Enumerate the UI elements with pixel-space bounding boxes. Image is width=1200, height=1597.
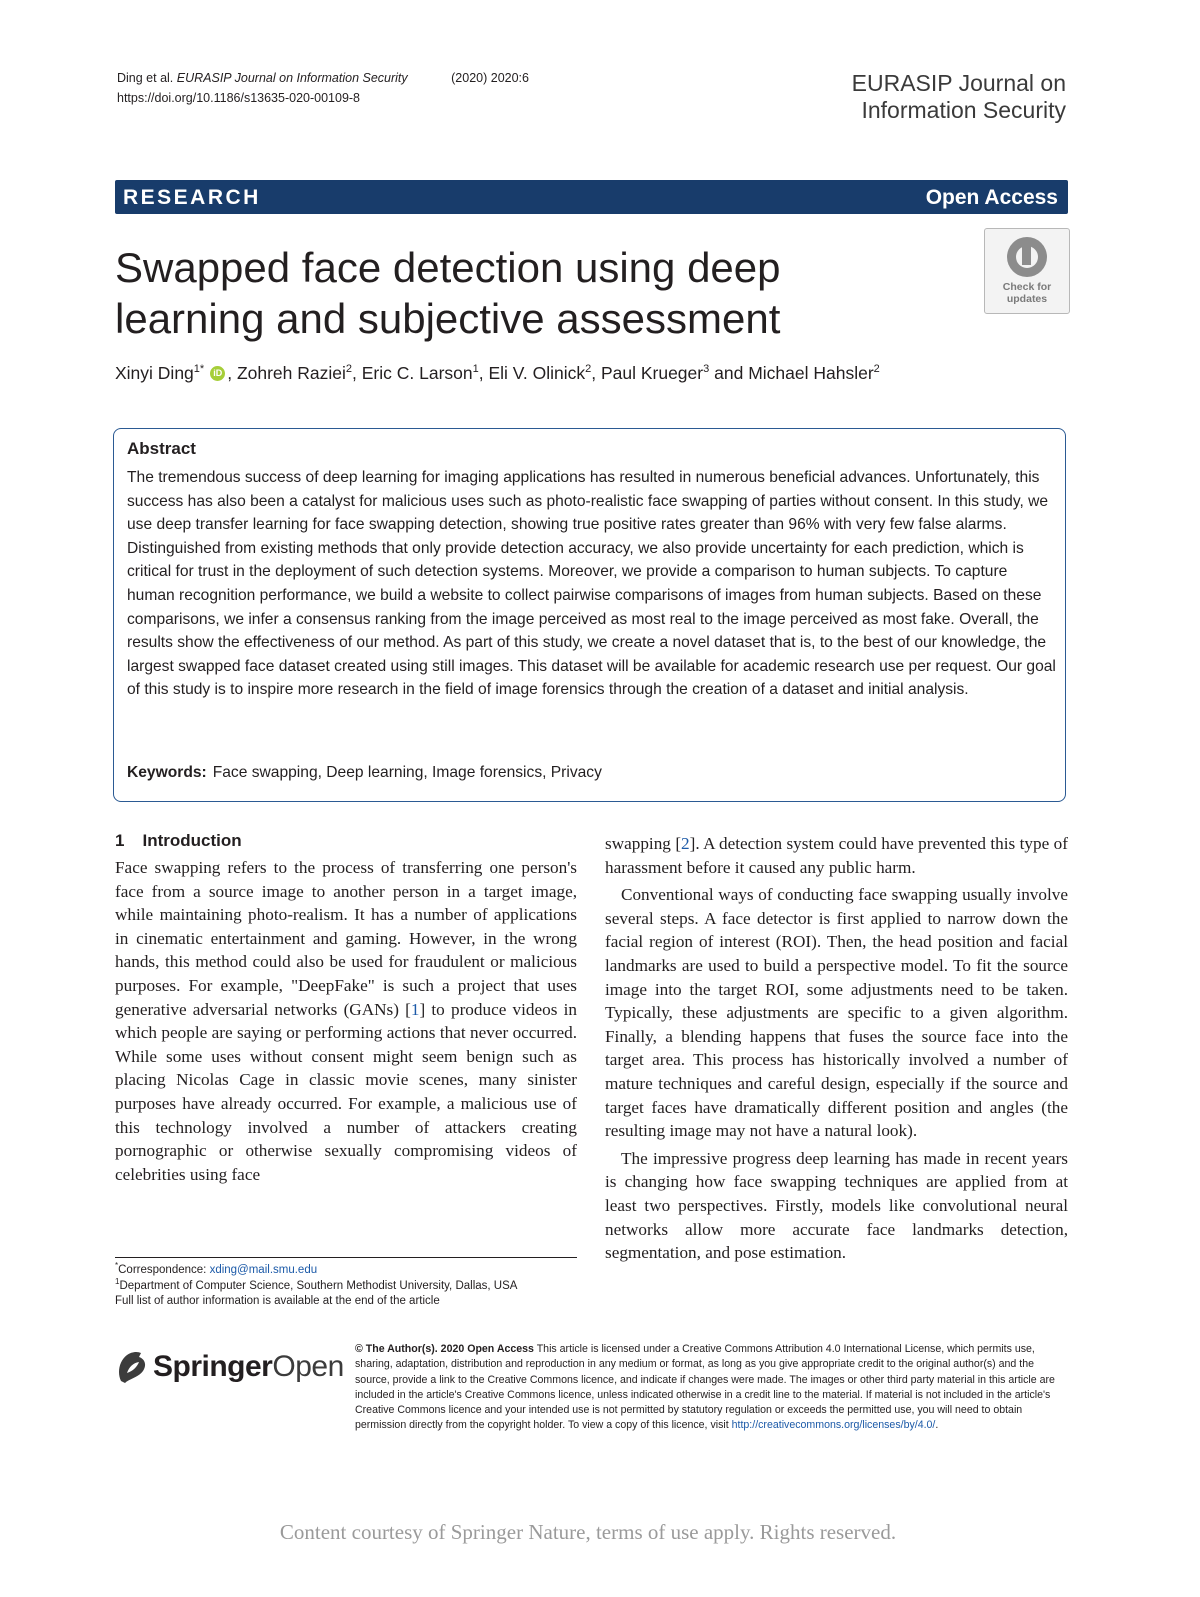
keywords-list: Face swapping, Deep learning, Image forensics, Privacy (212, 764, 602, 781)
citation-link[interactable]: 1 (410, 999, 420, 1019)
paragraph: swapping [2]. A detection system could have prevented this type of harassment before it caused any public harm. (605, 834, 1068, 877)
courtesy-notice: Content courtesy of Springer Nature, terms of use apply. Rights reserved. (279, 1520, 897, 1544)
section-heading (115, 831, 242, 851)
article-type-banner (115, 180, 1068, 214)
section-title: Introduction (142, 831, 242, 850)
correspondence: *Correspondence: xding@mail.smu.edu (115, 1261, 318, 1276)
check-for-updates-badge[interactable] (984, 228, 1070, 314)
header-journal: EURASIP Journal on Information Security (176, 71, 408, 85)
horse-logo-icon (115, 1347, 149, 1387)
header-volume: (2020) 2020:6 (451, 71, 529, 85)
author: Michael Hahsler$^2$ (748, 363, 880, 383)
author: Paul Krueger$^3$ (600, 363, 710, 383)
intro-column-right (605, 832, 1068, 1265)
paragraph: Conventional ways of conducting face swapping usually involve several steps. A face detector is first applied to narrow down the facial region of interest (ROI). Then, the head position and facial landmarks are used to build a perspective model. To fit the source image into the target ROI, some adjustments need to be taken. Typically, these adjustments are specific to a given algorithm. Finally, a blending happens that fuses the source face into the target area. This process has historically involved a number of mature techniques and careful design, especially if the source and target faces have dramatically different position and angles (the resulting image may not have a natural look). (605, 885, 1068, 1141)
journal-name-line2: Information Security (861, 97, 1066, 123)
paragraph: The impressive progress deep learning has made in recent years is changing how face swapping techniques are applied from at least two perspectives. Firstly, models like convolutional neural networks allow more accurate face landmarks detection, segmentation, and pose estimation. (605, 1148, 1068, 1263)
email-link[interactable]: xding@mail.smu.edu (209, 1264, 318, 1276)
author: Eli V. Olinick$^2$ (488, 363, 592, 383)
orcid-icon[interactable]: iD (210, 366, 225, 381)
author-info-note: Full list of author information is available at the end of the article (115, 1295, 440, 1307)
springer-open-logo (115, 1344, 344, 1394)
publisher-wordmark: SpringerOpen (153, 1350, 344, 1383)
journal-name (852, 70, 1066, 124)
abstract-text: The tremendous success of deep learning for imaging applications has resulted in numerous beneficial advances. Unfortunately, this success has also been a catalyst for malicious uses such as photo-realistic face swapping of parties without consent. In this study, we use deep transfer learning for face swapping detection, showing true positive rates greater than 96% with very few false alarms. Distinguished from existing methods that only provide detection accuracy, we also provide uncertainty for each prediction, which is critical for trust in the deployment of such detection systems. Moreover, we provide a comparison to human subjects. To capture human recognition performance, we build a website to collect pairwise comparisons of images from human subjects. Based on these comparisons, we infer a consensus ranking from the image perceived as most real to the image perceived as most fake. Overall, the results show the effectiveness of our method. As part of this study, we create a novel dataset that is, to the best of our knowledge, the largest swapped face dataset created using still images. This dataset will be available for academic research use per request. Our goal of this study is to inspire more research in the field of image forensics through the creation of a dataset and initial analysis. (127, 469, 1056, 699)
keywords (127, 762, 602, 784)
header-authors: Ding et al. (117, 71, 174, 85)
footnote-divider (115, 1257, 577, 1258)
citation-line (117, 68, 529, 88)
author: Xinyi Ding$^{1*}$ (115, 363, 205, 383)
article-type: RESEARCH (123, 186, 261, 209)
paper-title: Swapped face detection using deep learning and subjective assessment (115, 244, 781, 342)
section-number: 1 (115, 831, 125, 850)
citation-link[interactable]: 2 (681, 834, 690, 853)
check-updates-text: Check for updates (1002, 281, 1052, 305)
intro-column-left: Face swapping refers to the process of transferring one person's face from a source image to another person in a target image, while maintaining photo-realism. It has a number of applications in cinematic entertainment and gaming. However, in the wrong hands, this method could also be used for fraudulent or malicious purposes. For example, "DeepFake" is such a project that uses generative adversarial networks (GANs) [1] to produce videos in which people are saying or performing actions that never occurred. While some uses without consent might seem benign such as placing Nicolas Cage in classic movie scenes, many sinister purposes have already occurred. For example, a malicious use of this technology involved a number of attackers creating pornographic or otherwise sexually compromising videos of celebrities using face (115, 858, 577, 1184)
license-url[interactable]: http://creativecommons.org/licenses/by/4.0/ (731, 1419, 936, 1432)
open-access-tag: Open Access (467, 1343, 534, 1355)
abstract-heading: Abstract (127, 439, 196, 458)
author: Eric C. Larson$^1$ (361, 363, 479, 383)
footnotes (115, 1263, 580, 1310)
keywords-label: Keywords: (127, 764, 207, 781)
affiliation: $^1$Department of Computer Science, Southern Methodist University, Dallas, USA (115, 1276, 518, 1292)
license-notice: © The Author(s). 2020 Open Access This article is licensed under a Creative Commons Attribution 4.0 International License, which permits use, sharing, adaptation, distribution and reproduction in any medium or format, as long as you give appropriate credit to the original author(s) and the source, provide a link to the Creative Commons licence, and indicate if changes were made. The images or other third party material in this article are included in the article's Creative Commons licence, unless indicated otherwise in a credit line to the material. If material is not included in the article's Creative Commons licence and your intended use is not permitted by statutory regulation or exceeds the permitted use, you will need to obtain permission directly from the copyright holder. To view a copy of this licence, visit http://creativecommons.org/licenses/by/4.0/. (355, 1343, 1055, 1432)
journal-name-line1: EURASIP Journal on (851, 70, 1066, 96)
copyright: © The Author(s). 2020 (355, 1343, 465, 1355)
author-conjunction: and (714, 363, 744, 383)
author: Zohreh Raziei$^2$ (236, 363, 353, 383)
bookmark-icon (1007, 237, 1047, 277)
author-list: Xinyi Ding$^{1*}$ iD , Zohreh Raziei$^2$, Eric C. Larson$^1$, Eli V. Olinick$^2$, Paul Krueger$^3$ and Michael Hahsler$^2$ (115, 363, 880, 383)
doi-link[interactable]: https://doi.org/10.1186/s13635-020-00109-8 (117, 91, 361, 105)
open-access-label: Open Access (925, 186, 1058, 209)
running-header (117, 68, 529, 108)
